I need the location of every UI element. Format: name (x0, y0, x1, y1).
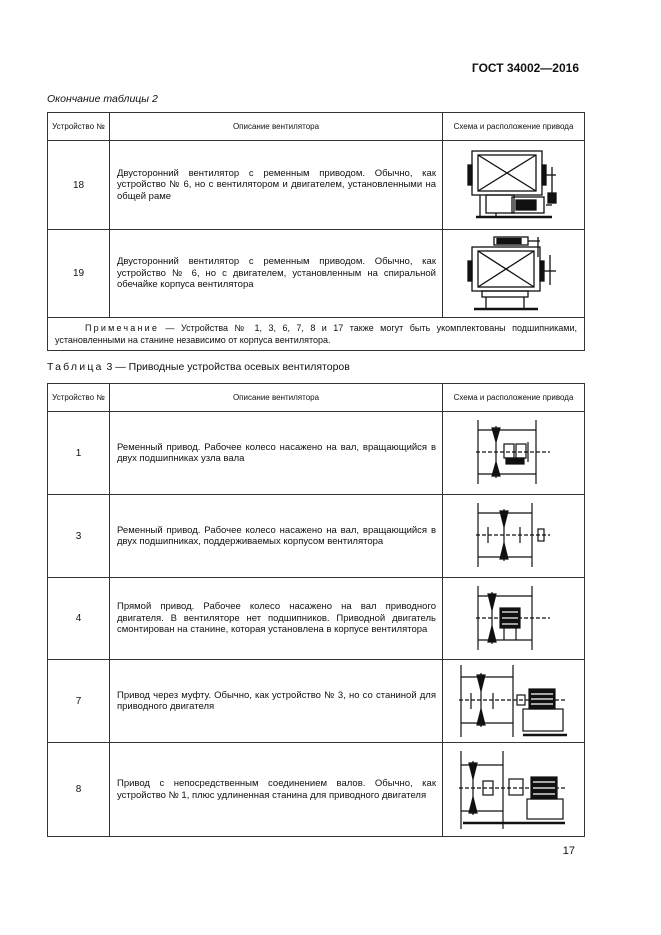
device-description: Двусторонний вентилятор с ременным приводом. Обычно, как устройство № 6, но с двигателем, установленным на спиральной обечайке корпуса вентилятора (110, 230, 443, 318)
device-number: 3 (48, 495, 110, 578)
axial-belt-casing-bearings-diagram (474, 501, 554, 571)
device-number: 1 (48, 412, 110, 495)
column-header-description: Описание вентилятора (110, 113, 443, 141)
scheme-cell (443, 141, 585, 230)
device-description: Ременный привод. Рабочее колесо насажено на вал, вращающийся в двух подшипниках, поддерживаемых корпусом вентилятора (110, 495, 443, 578)
table-note-row (48, 318, 585, 351)
table-header-row (48, 113, 585, 141)
device-description: Ременный привод. Рабочее колесо насажено на вал, вращающийся в двух подшипниках узла вала (110, 412, 443, 495)
axial-belt-shaft-bearings-diagram (474, 418, 554, 488)
table-header-row (48, 384, 585, 412)
double-fan-common-frame-diagram (466, 147, 562, 223)
table-row (48, 578, 585, 660)
double-fan-motor-on-casing-diagram (466, 235, 562, 313)
axial-direct-coupled-extended-frame-diagram (457, 749, 571, 831)
scheme-cell (443, 578, 585, 660)
table-3 (47, 383, 585, 837)
column-header-description: Описание вентилятора (110, 384, 443, 412)
scheme-cell (443, 660, 585, 743)
column-header-device: Устройство № (48, 384, 110, 412)
scheme-cell (443, 412, 585, 495)
table-continuation-caption: Окончание таблицы 2 (47, 93, 158, 105)
axial-coupling-drive-diagram (457, 663, 571, 739)
standard-number: ГОСТ 34002—2016 (471, 61, 579, 75)
page-number: 17 (562, 845, 575, 857)
note-text: — Устройства № 1, 3, 6, 7, 8 и 17 также могут быть укомплектованы подшипниками, установленными на станине независимо от корпуса вентилятора. (55, 323, 577, 345)
table-row (48, 495, 585, 578)
table-3-caption-label: Таблица (47, 361, 104, 373)
table-row (48, 141, 585, 230)
scheme-cell (443, 495, 585, 578)
column-header-scheme: Схема и расположение привода (443, 384, 585, 412)
device-number: 7 (48, 660, 110, 743)
table-row (48, 743, 585, 837)
column-header-scheme: Схема и расположение привода (443, 113, 585, 141)
axial-direct-drive-diagram (474, 584, 554, 654)
table-3-caption-text: 3 — Приводные устройства осевых вентиляторов (103, 361, 350, 373)
device-description: Прямой привод. Рабочее колесо насажено на вал приводного двигателя. В вентиляторе нет подшипников. Приводной двигатель смонтирован на станине, которая установлена в корпусе вентилятора (110, 578, 443, 660)
table-2 (47, 112, 585, 351)
table-row (48, 230, 585, 318)
note-label: Примечание (85, 323, 160, 333)
device-number: 4 (48, 578, 110, 660)
device-description: Привод через муфту. Обычно, как устройство № 3, но со станиной для приводного двигателя (110, 660, 443, 743)
scheme-cell (443, 743, 585, 837)
table-row (48, 660, 585, 743)
table-row (48, 412, 585, 495)
device-description: Привод с непосредственным соединением валов. Обычно, как устройство № 1, плюс удлиненная станина для приводного двигателя (110, 743, 443, 837)
column-header-device: Устройство № (48, 113, 110, 141)
device-number: 18 (48, 141, 110, 230)
table-3-caption (47, 361, 350, 373)
table-note (48, 318, 585, 351)
device-number: 8 (48, 743, 110, 837)
device-number: 19 (48, 230, 110, 318)
device-description: Двусторонний вентилятор с ременным приводом. Обычно, как устройство № 6, но с вентилятором и двигателем, установленными на общей раме (110, 141, 443, 230)
scheme-cell (443, 230, 585, 318)
